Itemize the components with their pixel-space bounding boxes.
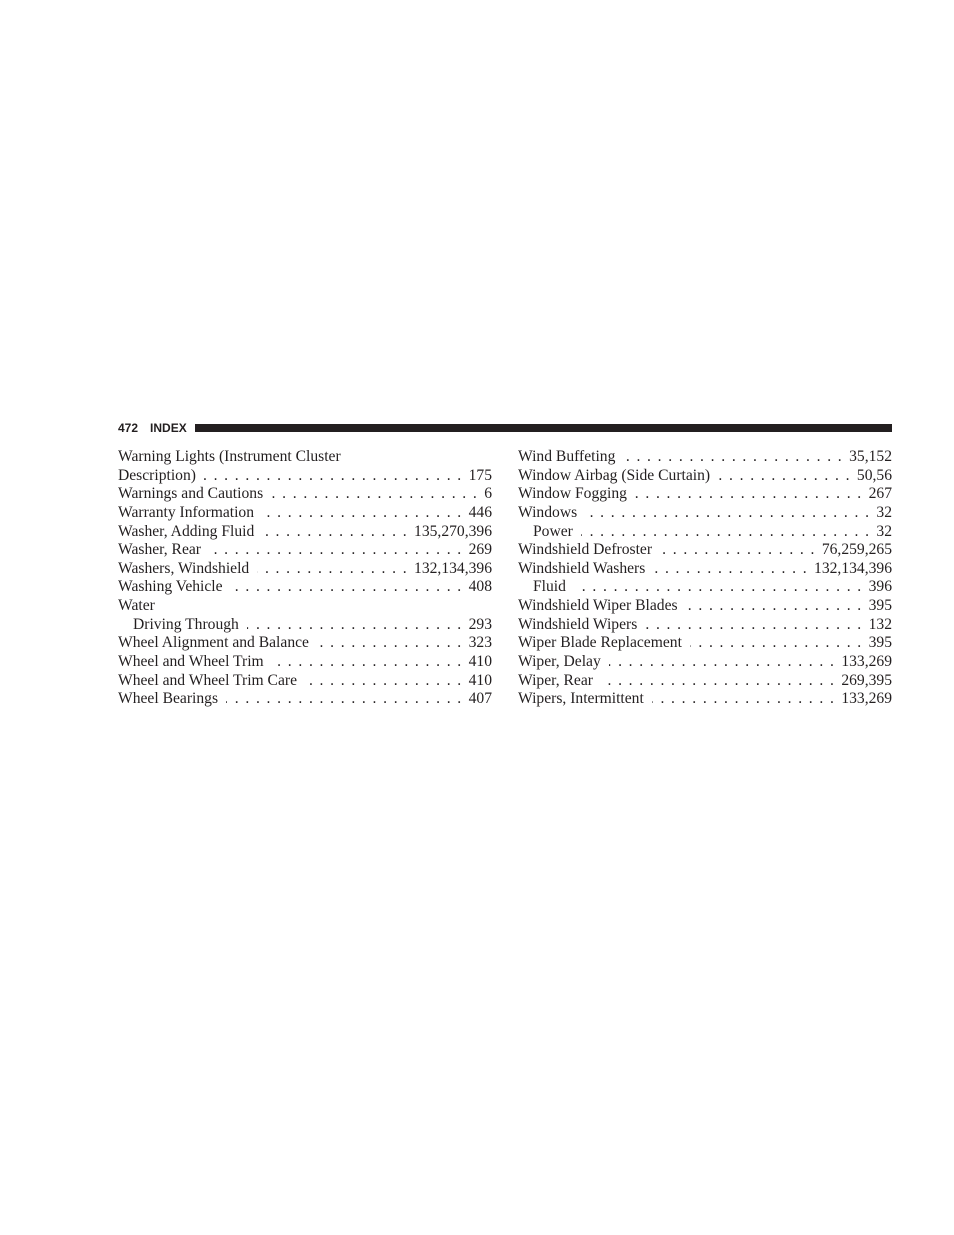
entry-pages: 396 bbox=[868, 578, 892, 596]
index-entry bbox=[518, 504, 892, 523]
index-entry bbox=[518, 597, 892, 616]
entry-term: Windshield Wipers bbox=[518, 615, 638, 633]
dot-leader bbox=[209, 541, 463, 560]
dot-leader bbox=[686, 597, 863, 616]
index-entry bbox=[518, 653, 892, 672]
entry-pages: 395 bbox=[868, 597, 892, 615]
header-rule bbox=[195, 424, 892, 432]
dot-leader bbox=[272, 653, 463, 672]
entry-term: Wiper Blade Replacement bbox=[518, 634, 682, 652]
index-entry bbox=[118, 541, 492, 560]
page-number: 472 bbox=[118, 421, 139, 435]
dot-leader bbox=[645, 616, 862, 635]
index-entry bbox=[118, 523, 492, 542]
dot-leader bbox=[257, 560, 408, 579]
dot-leader bbox=[635, 485, 863, 504]
page-header bbox=[118, 420, 892, 436]
entry-pages: 269,395 bbox=[841, 671, 892, 689]
dot-leader bbox=[609, 653, 836, 672]
entry-term: Driving Through bbox=[133, 615, 239, 633]
entry-term: Window Airbag (Side Curtain) bbox=[518, 466, 711, 484]
entry-pages: 6 bbox=[484, 485, 492, 503]
entry-term: Fluid bbox=[533, 578, 566, 596]
index-entry bbox=[118, 504, 492, 523]
index-entry bbox=[118, 448, 492, 467]
entry-term: Warranty Information bbox=[118, 503, 255, 521]
entry-term: Wheel Bearings bbox=[118, 690, 219, 708]
entry-term: Washing Vehicle bbox=[118, 578, 223, 596]
index-column-left bbox=[118, 448, 492, 709]
entry-term: Wheel and Wheel Trim bbox=[118, 653, 264, 671]
dot-leader bbox=[317, 634, 463, 653]
dot-leader bbox=[623, 448, 843, 467]
dot-leader bbox=[226, 690, 463, 709]
entry-pages: 408 bbox=[468, 578, 492, 596]
entry-term: Windshield Washers bbox=[518, 559, 646, 577]
index-entry bbox=[518, 448, 892, 467]
dot-leader bbox=[231, 578, 463, 597]
entry-pages: 410 bbox=[468, 653, 492, 671]
entry-term: Wiper, Delay bbox=[518, 653, 601, 671]
dot-leader bbox=[247, 616, 463, 635]
entry-term: Warning Lights (Instrument Cluster bbox=[118, 448, 341, 465]
index-entry bbox=[518, 634, 892, 653]
entry-pages: 132,134,396 bbox=[814, 559, 892, 577]
entry-term: Windows bbox=[518, 503, 578, 521]
dot-leader bbox=[262, 504, 463, 523]
entry-pages: 50,56 bbox=[856, 466, 892, 484]
index-entry bbox=[118, 672, 492, 691]
entry-pages: 132,134,396 bbox=[414, 559, 492, 577]
dot-leader bbox=[262, 523, 408, 542]
entry-pages: 267 bbox=[868, 485, 892, 503]
index-entry bbox=[118, 467, 492, 486]
index-entry bbox=[518, 690, 892, 709]
dot-leader bbox=[690, 634, 863, 653]
entry-pages: 446 bbox=[468, 503, 492, 521]
entry-term: Water bbox=[118, 597, 155, 615]
index-subentry bbox=[518, 523, 892, 542]
dot-leader bbox=[271, 485, 478, 504]
entry-pages: 133,269 bbox=[841, 690, 892, 708]
entry-term: Description) bbox=[118, 466, 196, 484]
index-column-right bbox=[518, 448, 892, 709]
entry-pages: 395 bbox=[868, 634, 892, 652]
dot-leader bbox=[718, 467, 851, 486]
index-entry bbox=[118, 653, 492, 672]
dot-leader bbox=[305, 672, 463, 691]
entry-pages: 269 bbox=[468, 541, 492, 559]
index-entry bbox=[118, 578, 492, 597]
entry-pages: 135,270,396 bbox=[414, 522, 492, 540]
index-entry bbox=[118, 560, 492, 579]
entry-pages: 132 bbox=[868, 615, 892, 633]
entry-pages: 323 bbox=[468, 634, 492, 652]
entry-term: Wipers, Intermittent bbox=[518, 690, 644, 708]
dot-leader bbox=[652, 690, 835, 709]
entry-pages: 32 bbox=[876, 522, 892, 540]
entry-term: Washers, Windshield bbox=[118, 559, 250, 577]
index-subentry bbox=[518, 578, 892, 597]
dot-leader bbox=[204, 467, 463, 486]
entry-term: Wheel Alignment and Balance bbox=[118, 634, 309, 652]
entry-pages: 32 bbox=[876, 503, 892, 521]
entry-pages: 410 bbox=[468, 671, 492, 689]
dot-leader bbox=[660, 541, 816, 560]
index-entry bbox=[118, 597, 492, 616]
entry-term: Washer, Adding Fluid bbox=[118, 522, 255, 540]
index-entry bbox=[118, 690, 492, 709]
dot-leader bbox=[601, 672, 835, 691]
dot-leader bbox=[574, 578, 863, 597]
entry-term: Windshield Defroster bbox=[518, 541, 653, 559]
entry-pages: 293 bbox=[468, 615, 492, 633]
index-entry bbox=[518, 560, 892, 579]
dot-leader bbox=[581, 523, 871, 542]
entry-term: Wiper, Rear bbox=[518, 671, 593, 689]
section-title: INDEX bbox=[150, 421, 187, 435]
dot-leader bbox=[585, 504, 870, 523]
entry-term: Washer, Rear bbox=[118, 541, 201, 559]
entry-pages: 35,152 bbox=[849, 448, 892, 465]
dot-leader bbox=[653, 560, 808, 579]
index-entry bbox=[518, 485, 892, 504]
entry-pages: 407 bbox=[468, 690, 492, 708]
entry-term: Window Fogging bbox=[518, 485, 627, 503]
index-entry bbox=[118, 634, 492, 653]
entry-term: Power bbox=[533, 522, 573, 540]
index-entry bbox=[518, 467, 892, 486]
entry-pages: 76,259,265 bbox=[821, 541, 892, 559]
entry-term: Wheel and Wheel Trim Care bbox=[118, 671, 297, 689]
index-entry bbox=[518, 672, 892, 691]
entry-pages: 133,269 bbox=[841, 653, 892, 671]
entry-term: Wind Buffeting bbox=[518, 448, 616, 465]
entry-pages: 175 bbox=[468, 466, 492, 484]
index-subentry bbox=[118, 616, 492, 635]
entry-term: Windshield Wiper Blades bbox=[518, 597, 678, 615]
index-entry bbox=[518, 616, 892, 635]
entry-term: Warnings and Cautions bbox=[118, 485, 264, 503]
index-entry bbox=[518, 541, 892, 560]
index-entry bbox=[118, 485, 492, 504]
